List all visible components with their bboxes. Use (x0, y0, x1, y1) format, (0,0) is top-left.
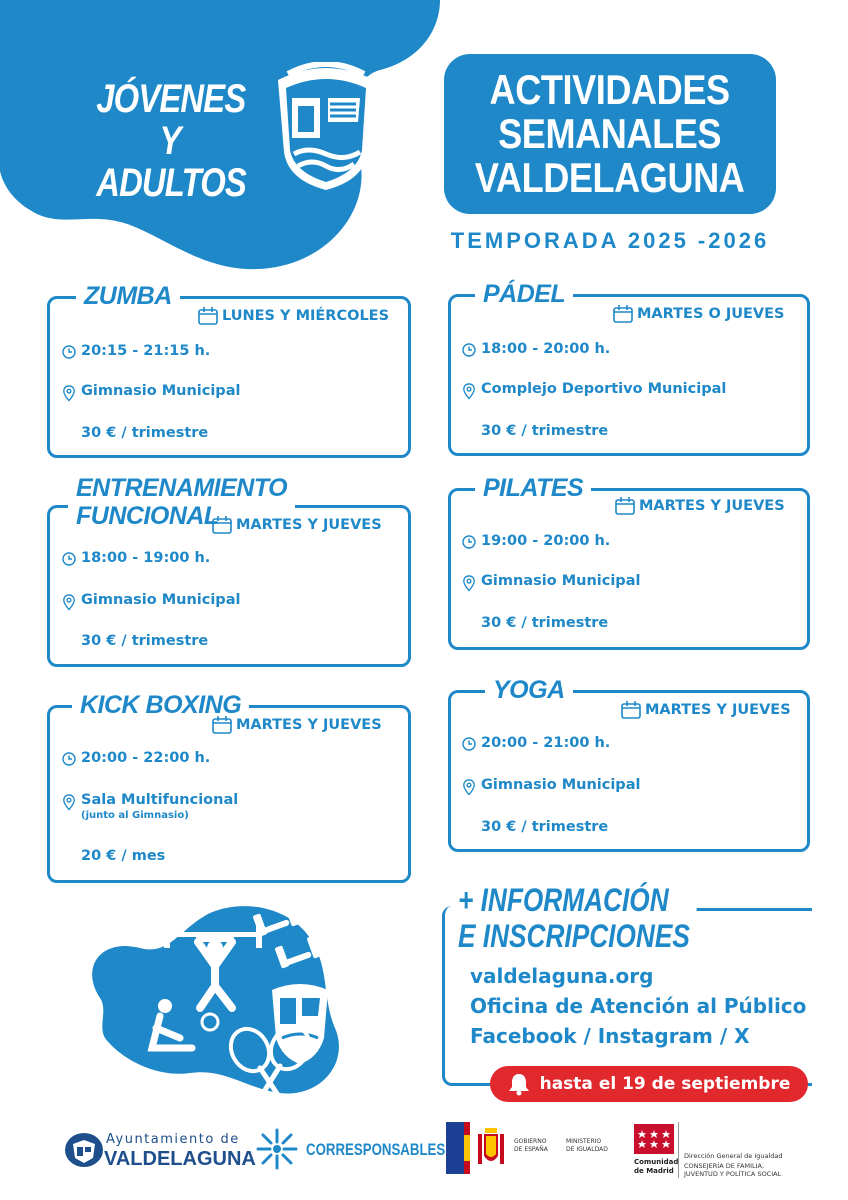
activity-title: YOGA (485, 677, 573, 703)
activity-days (212, 516, 382, 534)
activity-days (615, 497, 785, 515)
office-info: Oficina de Atención al Público (470, 994, 807, 1018)
location-pin-icon (462, 383, 476, 400)
title-line-1: ACTIVIDADES (489, 66, 731, 113)
calendar-icon (615, 497, 635, 515)
madrid-stars-icon (636, 1128, 672, 1150)
calendar-icon (613, 305, 633, 323)
activity-days (613, 305, 784, 323)
footer-divider (678, 1122, 679, 1178)
spain-coat-of-arms-icon (474, 1126, 508, 1170)
activity-time-text: 19:00 - 20:00 h. (481, 533, 611, 549)
activity-days (212, 716, 382, 734)
activity-days-text: MARTES Y JUEVES (639, 498, 785, 514)
info-title (458, 882, 696, 954)
calendar-icon (212, 716, 232, 734)
calendar-icon (212, 516, 232, 534)
activity-time (62, 550, 210, 566)
ayuntamiento-line-2: VALDELAGUNA (104, 1148, 256, 1170)
gobierno-line-2: DE ESPAÑA (514, 1146, 548, 1153)
activity-time-text: 20:15 - 21:15 h. (81, 343, 211, 359)
activity-title: PILATES (475, 475, 591, 501)
activity-days (621, 701, 791, 719)
activity-days-text: MARTES Y JUEVES (645, 702, 791, 718)
eu-flag-strip (446, 1122, 464, 1174)
activity-days-text: MARTES O JUEVES (637, 306, 785, 322)
activity-price-text: 30 € / trimestre (481, 615, 609, 631)
info-title-line-1: + INFORMACIÓN (458, 882, 669, 918)
audience-line-1: JÓVENES (96, 77, 246, 121)
gobierno-line-1: GOBIERNO (514, 1138, 547, 1145)
info-title-line-2: E INSCRIPCIONES (458, 918, 690, 954)
activity-days-text: MARTES Y JUEVES (236, 717, 382, 733)
activity-title-line-1: ENTRENAMIENTO (76, 474, 288, 502)
activity-price (481, 423, 608, 439)
corresponsables-label: CORRESPONSABLES (306, 1140, 446, 1159)
activity-place-text: Gimnasio Municipal (81, 383, 241, 399)
activity-place-block (81, 792, 238, 821)
activity-days-text: MARTES Y JUEVES (236, 517, 382, 533)
clock-icon (62, 752, 76, 766)
audience-line-2: Y ADULTOS (96, 119, 246, 205)
activity-price (81, 425, 208, 441)
activity-time-text: 20:00 - 22:00 h. (81, 750, 211, 766)
activity-place-note: (junto al Gimnasio) (81, 810, 189, 821)
title-box (444, 54, 776, 214)
activity-title: PÁDEL (475, 281, 573, 307)
activity-time (62, 750, 210, 766)
activity-card-pilates (448, 474, 810, 650)
activity-days (198, 307, 389, 325)
activity-time-text: 18:00 - 19:00 h. (81, 550, 211, 566)
activity-place-text: Gimnasio Municipal (481, 573, 641, 589)
activity-time-text: 20:00 - 21:00 h. (481, 735, 611, 751)
town-crest-icon (268, 62, 384, 192)
activity-place (62, 592, 240, 611)
activity-place (62, 792, 238, 821)
activity-card-padel (448, 280, 810, 456)
activity-card-entrenamiento-funcional (47, 474, 411, 667)
activity-price-text: 30 € / trimestre (481, 819, 609, 835)
corresponsables-logo-icon (254, 1126, 300, 1172)
activity-price-text: 30 € / trimestre (481, 423, 609, 439)
activity-place-text: Complejo Deportivo Municipal (481, 381, 727, 397)
audience-heading (96, 78, 244, 204)
location-pin-icon (462, 575, 476, 592)
activity-price (481, 819, 608, 835)
clock-icon (62, 552, 76, 566)
activity-title: KICK BOXING (72, 692, 249, 718)
deadline-badge (490, 1066, 808, 1102)
activity-price-text: 20 € / mes (81, 848, 166, 864)
activity-card-zumba (47, 282, 411, 458)
activity-place (462, 777, 640, 796)
location-pin-icon (62, 385, 76, 402)
activity-time (462, 735, 610, 751)
activity-card-yoga (448, 676, 810, 852)
activity-place (462, 573, 640, 592)
comunidad-line-2: de Madrid (634, 1167, 674, 1175)
activity-time (62, 343, 210, 359)
ayuntamiento-crest-icon (64, 1130, 104, 1170)
activity-price-text: 30 € / trimestre (81, 425, 209, 441)
activity-place-text: Gimnasio Municipal (481, 777, 641, 793)
ministerio-line-1: MINISTERIO (566, 1138, 602, 1145)
deadline-text: hasta el 19 de septiembre (539, 1074, 791, 1094)
website-link[interactable]: valdelaguna.org (470, 964, 654, 988)
activity-place (462, 381, 726, 400)
bell-icon (508, 1072, 530, 1096)
location-pin-icon (62, 594, 76, 611)
calendar-icon (621, 701, 641, 719)
activity-price-text: 30 € / trimestre (81, 633, 209, 649)
activity-time (462, 341, 610, 357)
title-line-3: VALDELAGUNA (475, 154, 745, 201)
clock-icon (462, 535, 476, 549)
season-label: TEMPORADA 2025 -2026 (450, 228, 770, 253)
location-pin-icon (62, 794, 76, 811)
ministerio-line-2: DE IGUALDAD (566, 1146, 608, 1153)
activity-price (481, 615, 608, 631)
activity-price (81, 848, 165, 864)
dg-line-2: CONSEJERÍA DE FAMILIA, (684, 1162, 765, 1170)
footer-logos (0, 1122, 848, 1182)
activity-place (62, 383, 240, 402)
activity-card-kick-boxing (47, 691, 411, 883)
spain-flag-strip (464, 1122, 470, 1174)
comunidad-line-1: Comunidad (634, 1158, 679, 1166)
location-pin-icon (462, 779, 476, 796)
activity-time (462, 533, 610, 549)
sports-illustration (60, 898, 360, 1110)
activity-place-text: Sala Multifuncional (81, 792, 239, 808)
social-links[interactable]: Facebook / Instagram / X (470, 1024, 750, 1048)
activity-place-text: Gimnasio Municipal (81, 592, 241, 608)
clock-icon (462, 343, 476, 357)
dg-line-3: JUVENTUD Y POLÍTICA SOCIAL (684, 1170, 782, 1178)
activity-time-text: 18:00 - 20:00 h. (481, 341, 611, 357)
activity-title: ZUMBA (76, 283, 180, 309)
activity-title-line-2: FUNCIONAL (76, 502, 219, 530)
activity-days-text: LUNES Y MIÉRCOLES (222, 308, 390, 324)
activity-price (81, 633, 208, 649)
calendar-icon (198, 307, 218, 325)
clock-icon (62, 345, 76, 359)
ayuntamiento-line-1: Ayuntamiento de (106, 1132, 240, 1147)
title-line-2: SEMANALES (498, 110, 722, 157)
dg-line-1: Dirección General de Igualdad (684, 1152, 783, 1160)
clock-icon (462, 737, 476, 751)
